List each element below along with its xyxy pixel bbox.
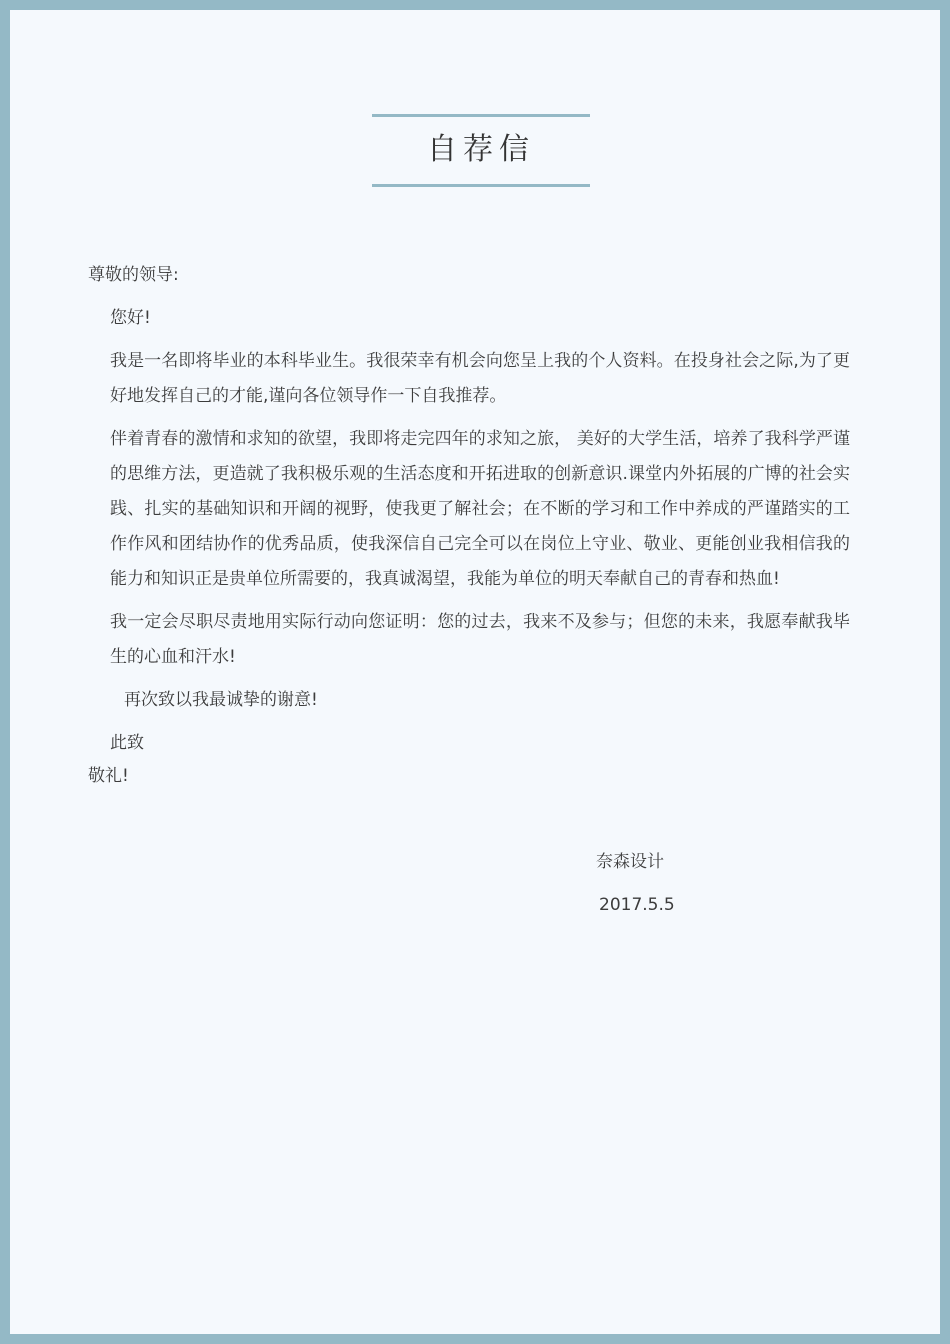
thanks-line: 再次致以我最诚挚的谢意! (124, 690, 318, 710)
page-title: 自荐信 (427, 132, 535, 167)
closing-line-1: 此致 (110, 733, 144, 753)
paragraph-intro: 我是一名即将毕业的本科毕业生。我很荣幸有机会向您呈上我的个人资料。在投身社会之际,为了更好地发挥自己的才能,谨向各位领导作一下自我推荐。 (110, 351, 850, 406)
title-block (372, 114, 590, 188)
closing-line-2: 敬礼! (88, 766, 129, 786)
salutation: 尊敬的领导: (88, 265, 179, 285)
paragraph-experience: 伴着青春的激情和求知的欲望，我即将走完四年的求知之旅， 美好的大学生活，培养了我科学严谨的思维方法，更造就了我积极乐观的生活态度和开拓进取的创新意识.课堂内外拓展的广博的社会实践、扎实的基础知识和开阔的视野，使我更了解社会；在不断的学习和工作中养成的严谨踏实的工作作风和团结协作的优秀品质，使我深信自己完全可以在岗位上守业、敬业、更能创业我相信我的能力和知识正是贵单位所需要的，我真诚渴望，我能为单位的明天奉献自己的青春和热血! (110, 429, 850, 589)
letter-body (88, 258, 850, 791)
greeting: 您好! (110, 308, 151, 328)
paragraph-commitment: 我一定会尽职尽责地用实际行动向您证明：您的过去，我来不及参与；但您的未来，我愿奉献我毕生的心血和汗水! (110, 612, 850, 667)
signature: 奈森设计 (596, 852, 664, 872)
title-bottom-rule (372, 184, 590, 187)
title-top-rule (372, 114, 590, 117)
signature-date: 2017.5.5 (599, 895, 675, 915)
